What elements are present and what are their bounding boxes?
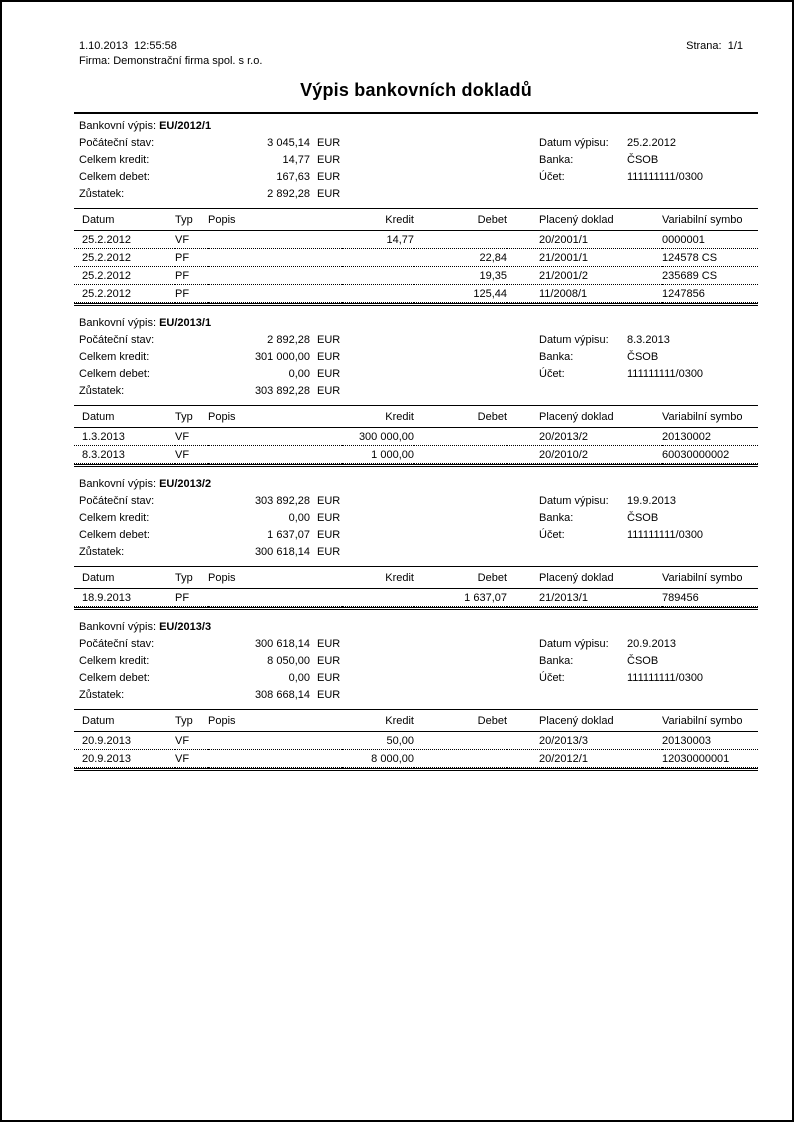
statement-section — [74, 476, 758, 610]
cell-typ: PF — [175, 589, 208, 607]
statement-section — [74, 315, 758, 467]
col-header-datum: Datum — [74, 209, 175, 231]
col-header-debet: Debet — [414, 567, 507, 589]
cell-variabilni-symbol: 0000001 — [662, 231, 758, 249]
total-debit-value: 0,00 — [288, 672, 310, 684]
statement-date-value: 8.3.2013 — [627, 334, 670, 346]
cell-popis — [208, 732, 342, 750]
bank-label: Banka: — [539, 512, 574, 524]
transactions-table — [74, 405, 758, 464]
cell-placeny-doklad: 20/2012/1 — [507, 750, 662, 768]
cell-datum: 25.2.2012 — [74, 285, 175, 303]
closing-balance-row — [79, 383, 758, 400]
statement-section — [74, 619, 758, 771]
statement-sections — [74, 118, 758, 771]
total-credit-value: 0,00 — [288, 512, 310, 524]
cell-placeny-doklad: 20/2010/2 — [507, 446, 662, 464]
col-header-datum: Datum — [74, 567, 175, 589]
currency-label: EUR — [317, 137, 341, 149]
cell-variabilni-symbol: 60030000002 — [662, 446, 758, 464]
statement-info — [74, 636, 758, 704]
total-credit-label: Celkem kredit: — [79, 512, 150, 524]
col-header-variabilni-symbol: Variabilní symbo — [662, 406, 758, 428]
cell-variabilni-symbol: 20130002 — [662, 428, 758, 446]
transaction-row — [74, 589, 758, 607]
total-credit-value: 8 050,00 — [267, 655, 310, 667]
currency-label: EUR — [317, 512, 341, 524]
total-credit-value: 14,77 — [282, 154, 310, 166]
closing-balance-label: Zůstatek: — [79, 385, 125, 397]
col-header-typ: Typ — [175, 710, 208, 732]
statement-info — [74, 135, 758, 203]
cell-debet — [414, 428, 507, 446]
col-header-popis: Popis — [208, 209, 342, 231]
col-header-placeny-doklad: Placený doklad — [507, 209, 662, 231]
cell-debet: 1 637,07 — [414, 589, 507, 607]
total-credit-label: Celkem kredit: — [79, 655, 150, 667]
cell-placeny-doklad: 20/2001/1 — [507, 231, 662, 249]
account-row — [539, 670, 703, 687]
cell-popis — [208, 267, 342, 285]
transaction-row — [74, 267, 758, 285]
cell-kredit: 1 000,00 — [342, 446, 414, 464]
col-header-popis: Popis — [208, 567, 342, 589]
cell-variabilni-symbol: 124578 CS — [662, 249, 758, 267]
statement-title — [79, 476, 758, 493]
report-datetime: 1.10.2013 12:55:58 — [79, 40, 177, 52]
account-row — [539, 366, 703, 383]
total-debit-label: Celkem debet: — [79, 672, 150, 684]
col-header-typ: Typ — [175, 567, 208, 589]
total-debit-label: Celkem debet: — [79, 368, 150, 380]
closing-balance-value: 308 668,14 — [254, 689, 310, 701]
statement-date-label: Datum výpisu: — [539, 638, 609, 650]
bank-row — [539, 653, 703, 670]
closing-balance-value: 300 618,14 — [254, 546, 310, 558]
cell-kredit: 300 000,00 — [342, 428, 414, 446]
transaction-row — [74, 446, 758, 464]
bank-value: ČSOB — [627, 655, 659, 667]
transaction-row — [74, 249, 758, 267]
cell-variabilni-symbol: 789456 — [662, 589, 758, 607]
cell-placeny-doklad: 21/2001/1 — [507, 249, 662, 267]
cell-kredit: 50,00 — [342, 732, 414, 750]
report-title: Výpis bankovních dokladů — [300, 80, 532, 100]
cell-typ: PF — [175, 285, 208, 303]
statement-id: EU/2013/2 — [159, 478, 212, 490]
transaction-row — [74, 285, 758, 303]
col-header-placeny-doklad: Placený doklad — [507, 406, 662, 428]
opening-balance-value: 3 045,14 — [267, 137, 310, 149]
currency-label: EUR — [317, 529, 341, 541]
cell-typ: PF — [175, 249, 208, 267]
cell-datum: 25.2.2012 — [74, 231, 175, 249]
table-end-rule — [74, 303, 758, 306]
statement-bank-info — [539, 636, 703, 687]
table-header-row — [74, 567, 758, 589]
statement-prefix: Bankovní výpis: — [79, 317, 160, 329]
cell-debet — [414, 446, 507, 464]
closing-balance-row — [79, 687, 758, 704]
transactions-table — [74, 709, 758, 768]
col-header-debet: Debet — [414, 406, 507, 428]
statement-bank-info — [539, 493, 703, 544]
cell-placeny-doklad: 21/2013/1 — [507, 589, 662, 607]
currency-label: EUR — [317, 655, 341, 667]
account-label: Účet: — [539, 368, 565, 380]
cell-typ: VF — [175, 231, 208, 249]
statement-info — [74, 493, 758, 561]
bank-value: ČSOB — [627, 154, 659, 166]
title-rule — [74, 112, 758, 114]
cell-datum: 20.9.2013 — [74, 732, 175, 750]
cell-popis — [208, 750, 342, 768]
total-debit-label: Celkem debet: — [79, 171, 150, 183]
closing-balance-label: Zůstatek: — [79, 188, 125, 200]
cell-placeny-doklad: 11/2008/1 — [507, 285, 662, 303]
account-value: 111111111/0300 — [627, 171, 704, 183]
closing-balance-row — [79, 544, 758, 561]
bank-row — [539, 510, 703, 527]
bank-value: ČSOB — [627, 512, 659, 524]
col-header-placeny-doklad: Placený doklad — [507, 710, 662, 732]
report-meta-row — [74, 2, 758, 54]
currency-label: EUR — [317, 334, 341, 346]
closing-balance-label: Zůstatek: — [79, 689, 125, 701]
currency-label: EUR — [317, 171, 341, 183]
cell-placeny-doklad: 20/2013/3 — [507, 732, 662, 750]
cell-typ: VF — [175, 428, 208, 446]
col-header-typ: Typ — [175, 406, 208, 428]
total-credit-value: 301 000,00 — [254, 351, 310, 363]
col-header-variabilni-symbol: Variabilní symbo — [662, 710, 758, 732]
col-header-typ: Typ — [175, 209, 208, 231]
cell-popis — [208, 446, 342, 464]
bank-row — [539, 349, 703, 366]
company-line: Firma: Demonstrační firma spol. s r.o. — [79, 55, 263, 67]
transactions-table — [74, 566, 758, 607]
cell-popis — [208, 249, 342, 267]
account-label: Účet: — [539, 672, 565, 684]
col-header-kredit: Kredit — [342, 209, 414, 231]
opening-balance-label: Počáteční stav: — [79, 495, 155, 507]
opening-balance-value: 300 618,14 — [254, 638, 310, 650]
statement-prefix: Bankovní výpis: — [79, 120, 160, 132]
statement-prefix: Bankovní výpis: — [79, 621, 160, 633]
total-credit-label: Celkem kredit: — [79, 154, 150, 166]
cell-popis — [208, 428, 342, 446]
cell-debet: 22,84 — [414, 249, 507, 267]
opening-balance-value: 303 892,28 — [254, 495, 310, 507]
col-header-popis: Popis — [208, 406, 342, 428]
currency-label: EUR — [317, 385, 341, 397]
cell-typ: PF — [175, 267, 208, 285]
col-header-datum: Datum — [74, 406, 175, 428]
cell-kredit: 8 000,00 — [342, 750, 414, 768]
transaction-row — [74, 732, 758, 750]
col-header-variabilni-symbol: Variabilní symbo — [662, 209, 758, 231]
statement-date-value: 19.9.2013 — [627, 495, 676, 507]
cell-kredit — [342, 285, 414, 303]
table-end-rule — [74, 607, 758, 610]
opening-balance-label: Počáteční stav: — [79, 137, 155, 149]
statement-title — [79, 315, 758, 332]
col-header-kredit: Kredit — [342, 567, 414, 589]
cell-debet: 125,44 — [414, 285, 507, 303]
cell-datum: 1.3.2013 — [74, 428, 175, 446]
currency-label: EUR — [317, 154, 341, 166]
cell-placeny-doklad: 20/2013/2 — [507, 428, 662, 446]
cell-variabilni-symbol: 235689 CS — [662, 267, 758, 285]
currency-label: EUR — [317, 188, 341, 200]
bank-row — [539, 152, 703, 169]
cell-popis — [208, 231, 342, 249]
currency-label: EUR — [317, 672, 341, 684]
statement-date-row — [539, 636, 703, 653]
currency-label: EUR — [317, 351, 341, 363]
total-debit-value: 1 637,07 — [267, 529, 310, 541]
cell-popis — [208, 285, 342, 303]
cell-debet — [414, 732, 507, 750]
account-value: 111111111/0300 — [627, 672, 704, 684]
col-header-kredit: Kredit — [342, 406, 414, 428]
closing-balance-value: 303 892,28 — [254, 385, 310, 397]
currency-label: EUR — [317, 638, 341, 650]
cell-datum: 20.9.2013 — [74, 750, 175, 768]
cell-variabilni-symbol: 20130003 — [662, 732, 758, 750]
opening-balance-label: Počáteční stav: — [79, 334, 155, 346]
cell-kredit — [342, 249, 414, 267]
statement-prefix: Bankovní výpis: — [79, 478, 160, 490]
currency-label: EUR — [317, 368, 341, 380]
statement-date-value: 20.9.2013 — [627, 638, 676, 650]
cell-placeny-doklad: 21/2001/2 — [507, 267, 662, 285]
bank-value: ČSOB — [627, 351, 659, 363]
table-header-row — [74, 209, 758, 231]
cell-typ: VF — [175, 750, 208, 768]
cell-typ: VF — [175, 446, 208, 464]
transaction-row — [74, 750, 758, 768]
statement-section — [74, 118, 758, 306]
cell-debet — [414, 750, 507, 768]
transaction-row — [74, 428, 758, 446]
closing-balance-row — [79, 186, 758, 203]
transaction-row — [74, 231, 758, 249]
cell-datum: 8.3.2013 — [74, 446, 175, 464]
cell-kredit: 14,77 — [342, 231, 414, 249]
account-value: 111111111/0300 — [627, 368, 704, 380]
cell-debet: 19,35 — [414, 267, 507, 285]
currency-label: EUR — [317, 689, 341, 701]
statement-date-label: Datum výpisu: — [539, 334, 609, 346]
statement-bank-info — [539, 135, 703, 186]
statement-date-row — [539, 135, 703, 152]
statement-id: EU/2012/1 — [159, 120, 212, 132]
report-content — [74, 2, 758, 771]
currency-label: EUR — [317, 495, 341, 507]
account-row — [539, 169, 703, 186]
cell-datum: 25.2.2012 — [74, 267, 175, 285]
cell-kredit — [342, 267, 414, 285]
bank-label: Banka: — [539, 655, 574, 667]
bank-label: Banka: — [539, 351, 574, 363]
account-value: 111111111/0300 — [627, 529, 704, 541]
cell-kredit — [342, 589, 414, 607]
cell-datum: 18.9.2013 — [74, 589, 175, 607]
statement-title — [79, 118, 758, 135]
closing-balance-value: 2 892,28 — [267, 188, 310, 200]
col-header-placeny-doklad: Placený doklad — [507, 567, 662, 589]
cell-debet — [414, 231, 507, 249]
table-header-row — [74, 710, 758, 732]
table-end-rule — [74, 464, 758, 467]
statement-info — [74, 332, 758, 400]
currency-label: EUR — [317, 546, 341, 558]
statement-date-label: Datum výpisu: — [539, 137, 609, 149]
table-end-rule — [74, 768, 758, 771]
col-header-datum: Datum — [74, 710, 175, 732]
statement-date-row — [539, 332, 703, 349]
table-header-row — [74, 406, 758, 428]
cell-variabilni-symbol: 12030000001 — [662, 750, 758, 768]
total-debit-value: 167,63 — [276, 171, 310, 183]
statement-id: EU/2013/1 — [159, 317, 212, 329]
cell-typ: VF — [175, 732, 208, 750]
col-header-debet: Debet — [414, 710, 507, 732]
total-credit-label: Celkem kredit: — [79, 351, 150, 363]
cell-datum: 25.2.2012 — [74, 249, 175, 267]
col-header-variabilni-symbol: Variabilní symbo — [662, 567, 758, 589]
total-debit-value: 0,00 — [288, 368, 310, 380]
statement-date-label: Datum výpisu: — [539, 495, 609, 507]
bank-label: Banka: — [539, 154, 574, 166]
statement-date-row — [539, 493, 703, 510]
statement-bank-info — [539, 332, 703, 383]
statement-title — [79, 619, 758, 636]
opening-balance-value: 2 892,28 — [267, 334, 310, 346]
col-header-kredit: Kredit — [342, 710, 414, 732]
closing-balance-label: Zůstatek: — [79, 546, 125, 558]
total-debit-label: Celkem debet: — [79, 529, 150, 541]
col-header-debet: Debet — [414, 209, 507, 231]
cell-variabilni-symbol: 1247856 — [662, 285, 758, 303]
account-label: Účet: — [539, 171, 565, 183]
account-label: Účet: — [539, 529, 565, 541]
col-header-popis: Popis — [208, 710, 342, 732]
transactions-table — [74, 208, 758, 303]
page-number: Strana: 1/1 — [686, 40, 743, 52]
account-row — [539, 527, 703, 544]
cell-popis — [208, 589, 342, 607]
opening-balance-label: Počáteční stav: — [79, 638, 155, 650]
statement-id: EU/2013/3 — [159, 621, 212, 633]
statement-date-value: 25.2.2012 — [627, 137, 676, 149]
